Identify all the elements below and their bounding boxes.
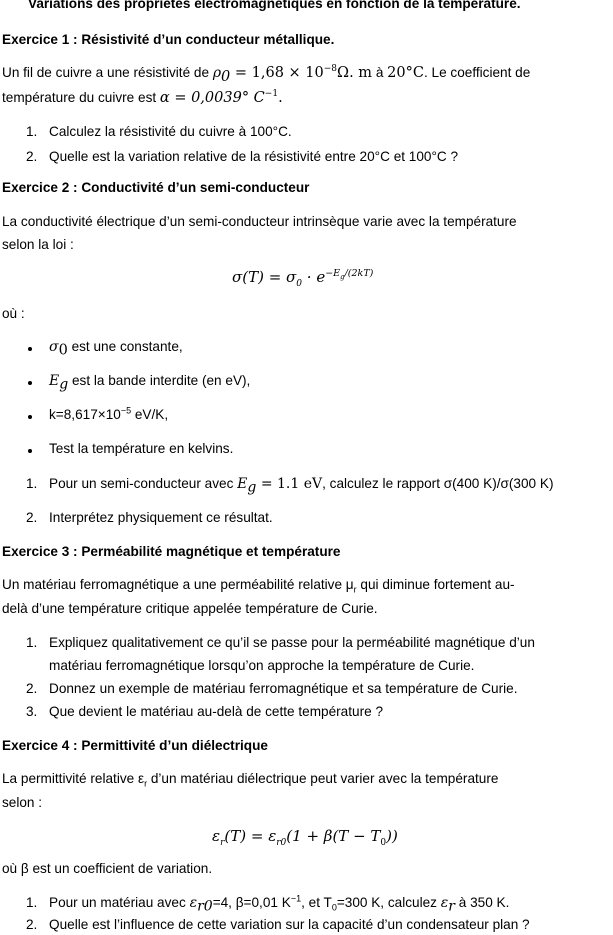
ex4-heading: Exercice 4 : Permittivité d’un diélectrique [2,738,268,753]
ex3-paragraph-line1: Un matériau ferromagnétique a une perméabilité relative $\mu_r$ qui diminue fortement au- [2,577,515,595]
ex4-ou: où β est un coefficient de variation. [2,861,213,876]
bullet-dot [28,449,32,453]
ex4-q2: Quelle est l’influence de cette variation sur la capacité d’un condensateur plan ? [49,917,530,932]
ex4-paragraph-line1: La permittivité relative $\varepsilon_r$ d’un matériau diélectrique peut varier avec la température [2,771,499,789]
ex3-heading: Exercice 3 : Perméabilité magnétique et température [2,544,341,559]
ex1-heading: Exercice 1 : Résistivité d’un conducteur métallique. [2,32,335,47]
ex2-ou: où : [2,306,25,321]
ex3-q1-line1: Expliquez qualitativement ce qu’il se passe pour la perméabilité magnétique d’un [49,635,535,650]
ex2-q1-number: 1. [26,476,38,491]
ex1-paragraph-line1: Un fil de cuivre a une résistivité de $\rho_0 = 1,68 \times 10^{-8}\Omega$. m à 20°C. Le coefficient de [2,64,531,85]
ex2-paragraph-line2: selon la loi : [2,237,74,252]
rho-symbol: $\rho_0$ [212,65,231,85]
ex3-q1-number: 1. [26,635,38,650]
ex2-paragraph-line1: La conductivité électrique d’un semi-conducteur intrinsèque varie avec la température [2,214,517,229]
bullet-dot [28,415,32,419]
ex4-formula: $\varepsilon_r(T) = \varepsilon_{r0}(1 + \beta(T - T_0))$ [212,827,398,848]
ex4-q1: Pour un matériau avec $\varepsilon_{r0}=4$, β=0,01 $K^{-1}$, et $T_0=300$ K, calculez $\varepsilon_r$ à 350 K. [49,893,510,915]
bullet-dot [28,381,32,385]
ex3-q2: Donnez un exemple de matériau ferromagnétique et sa température de Curie. [49,681,518,696]
ex1-paragraph-line2: température du cuivre est α = 0,0039° $C^{-1}$. [2,89,283,106]
ex2-q2-number: 2. [26,510,38,525]
ex2-bullet-3: $k=8,617\times 10^{-5}$ eV/K, [49,405,169,422]
ex1-q2-number: 2. [26,149,38,164]
alpha-value: α = 0,0039° $C^{-1}$. [159,89,283,106]
ex4-q2-number: 2. [26,917,38,932]
ex3-paragraph-line2: delà d’une température critique appelée température de Curie. [2,601,378,616]
ex3-q3-number: 3. [26,704,38,719]
ex1-text: Un fil de cuivre a une résistivité de [2,65,210,80]
ex4-paragraph-line2: selon : [2,795,43,810]
bullet-dot [28,347,32,351]
ex1-q1: Calculez la résistivité du cuivre à 100°C. [49,124,292,139]
ex2-heading: Exercice 2 : Conductivité d’un semi-conducteur [2,180,310,195]
ex2-bullet-1: $\sigma_0$ est une constante, [49,339,183,359]
ex3-q1-line2: matériau ferromagnétique lorsqu’on approche la température de Curie. [49,658,475,673]
ex3-q2-number: 2. [26,681,38,696]
ex2-bullet-2: $E_g$ est la bande interdite (en eV), [49,373,251,393]
ex1-q2: Quelle est la variation relative de la résistivité entre 20°C et 100°C ? [49,149,459,164]
ex4-q1-number: 1. [26,895,38,910]
document-title: Variations des propriétés électromagnétiques en fonction de la température. [28,0,521,11]
ex2-formula: $\sigma(T) = \sigma_0 \cdot e^{-E_g/(2kT)}$ [232,268,374,289]
ex2-q1: Pour un semi-conducteur avec $E_g = 1.1$ eV, calculez le rapport σ(400 K)/σ(300 K) [49,476,554,496]
ex1-q1-number: 1. [26,124,38,139]
ex2-bullet-4: Test la température en kelvins. [49,441,234,456]
ex2-q2: Interprétez physiquement ce résultat. [49,510,273,525]
ex3-q3: Que devient le matériau au-delà de cette température ? [49,704,384,719]
